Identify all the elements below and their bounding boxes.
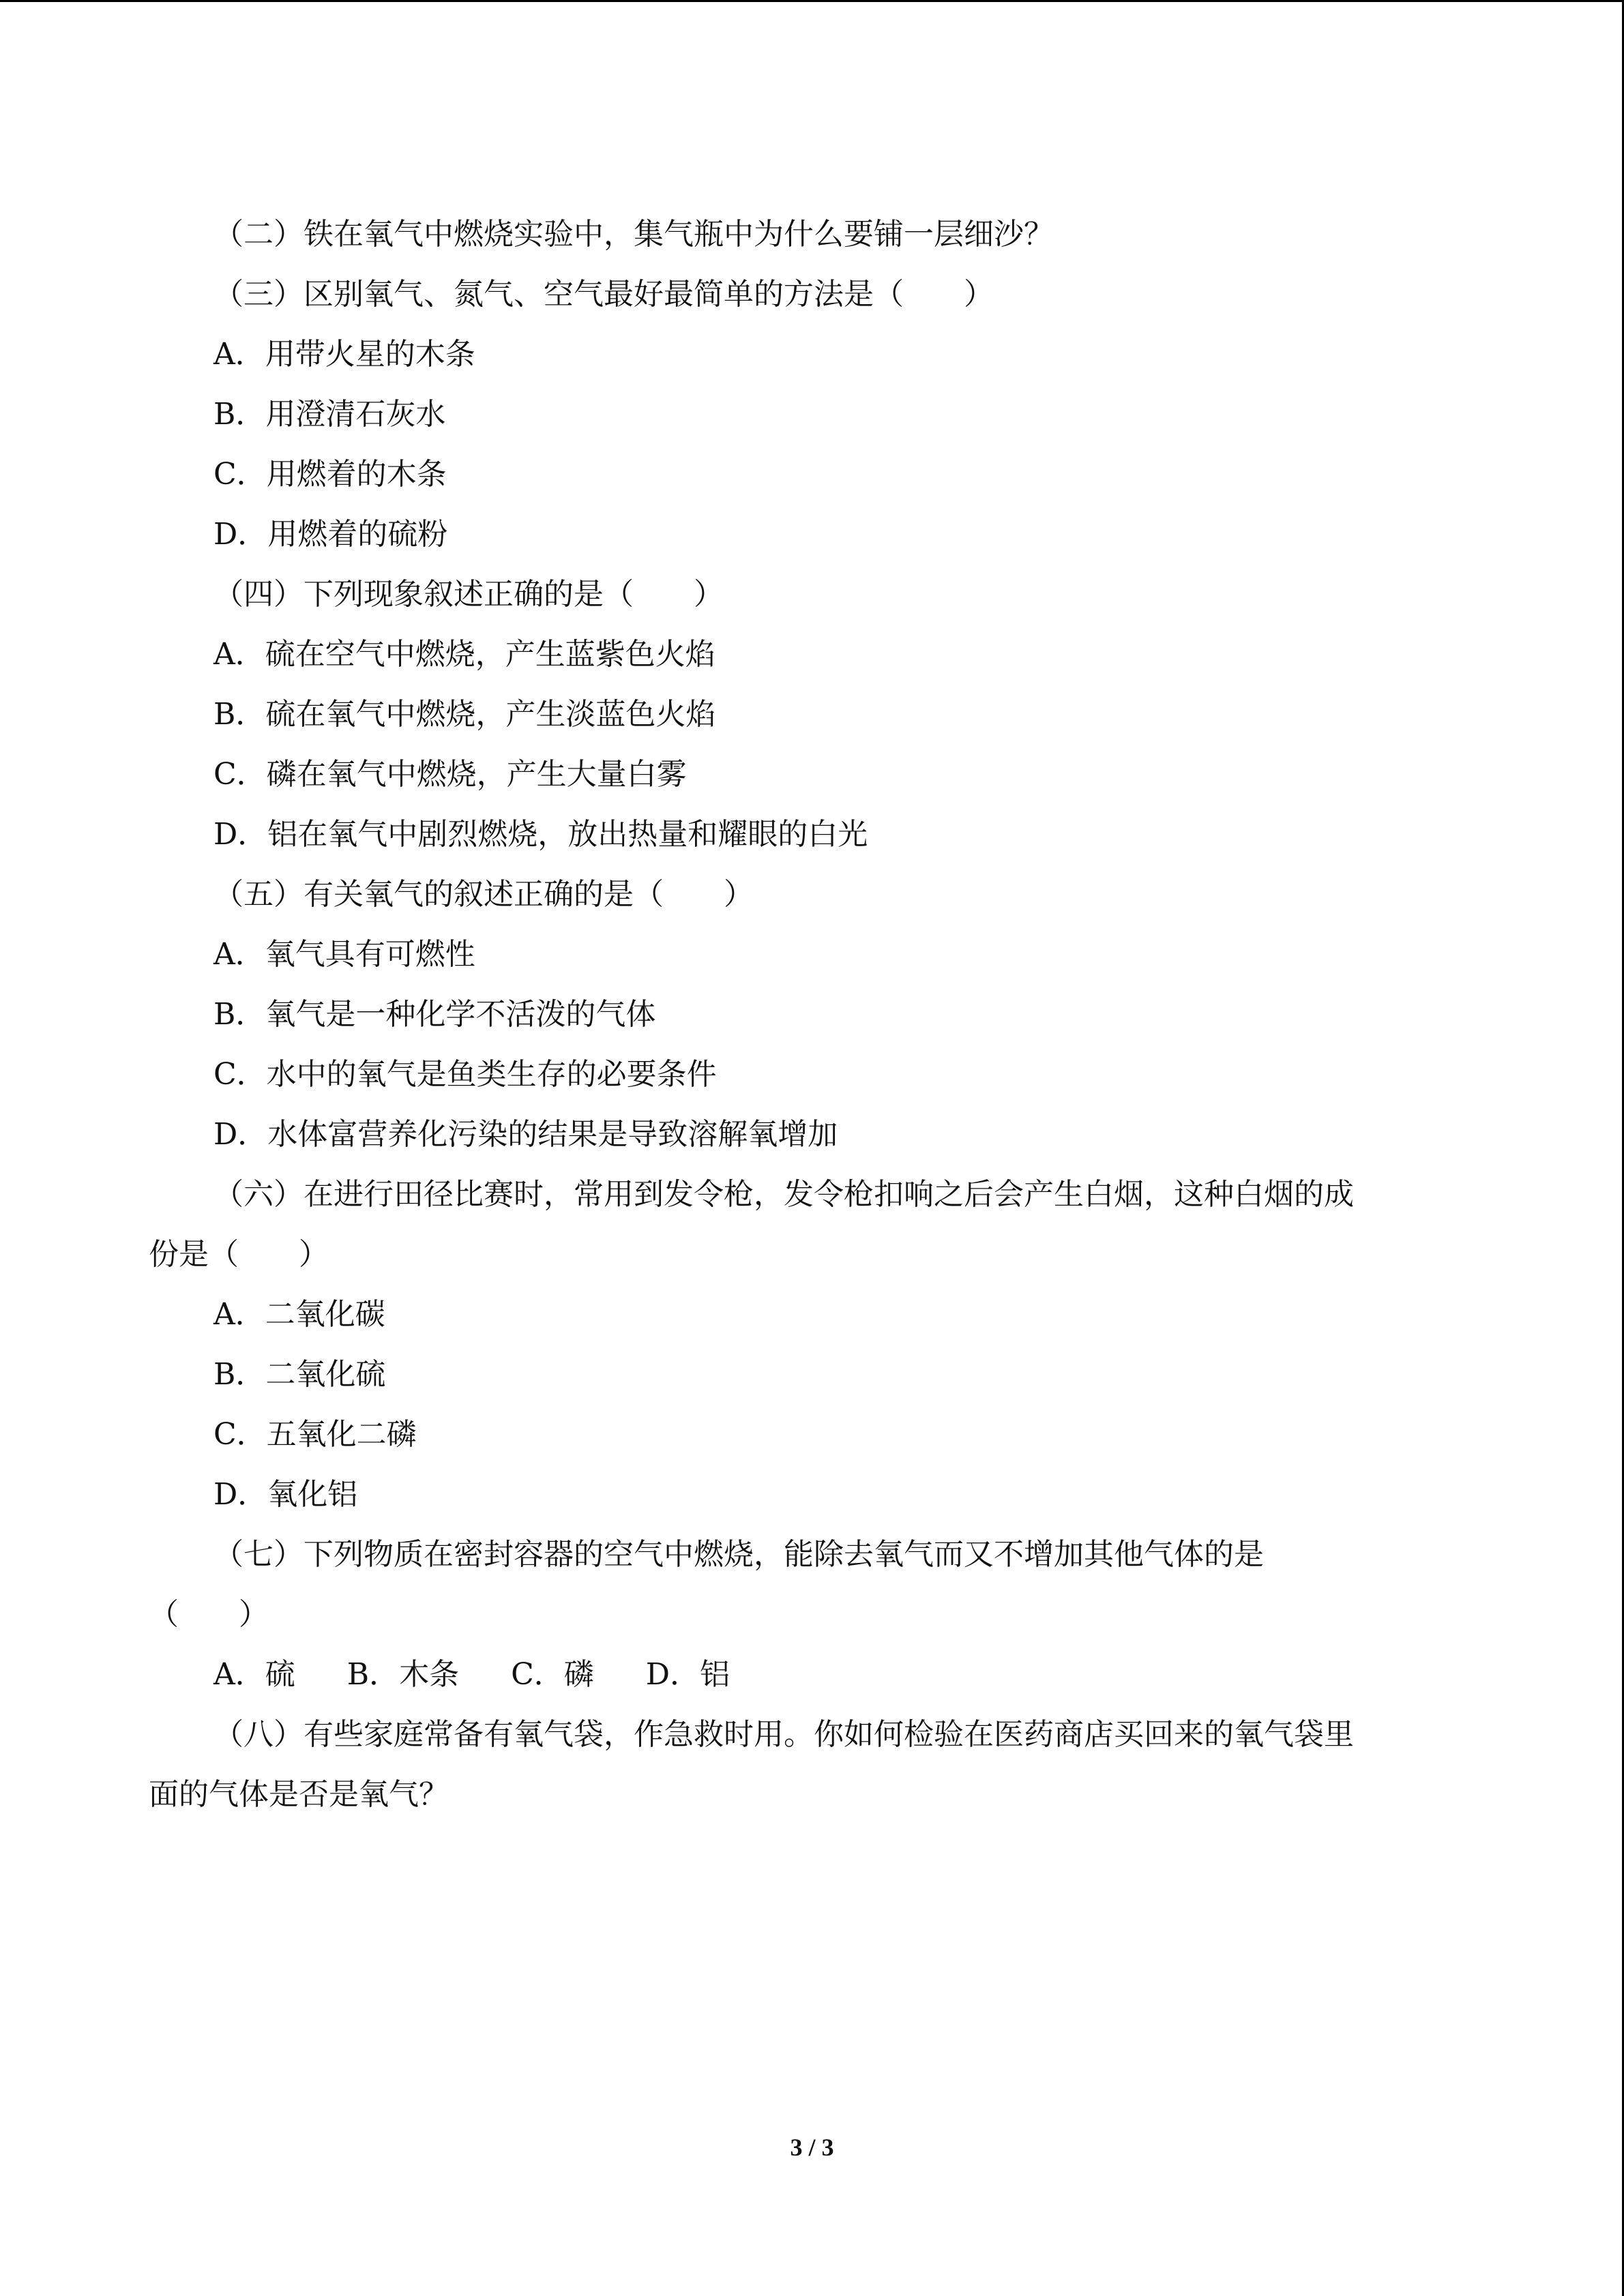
question-8-line-2: 面的气体是否是氧气？ [149, 1777, 449, 1812]
question-6-option-b: B．二氧化硫 [213, 1357, 386, 1392]
page-number: 3 / 3 [790, 2134, 834, 2161]
question-4-option-d: D．铝在氧气中剧烈燃烧，放出热量和耀眼的白光 [213, 817, 868, 852]
question-6-option-a: A．二氧化碳 [213, 1297, 385, 1332]
question-5-option-d: D．水体富营养化污染的结果是导致溶解氧增加 [213, 1117, 838, 1152]
question-3-option-c: C．用燃着的木条 [213, 457, 447, 492]
question-7-option-b: B．木条 [346, 1657, 460, 1692]
top-border-line [0, 0, 1624, 2]
question-7-option-c: C．磷 [511, 1657, 594, 1692]
question-6-stem-line-2: 份是（ ） [149, 1237, 329, 1272]
document-body [149, 205, 1465, 1825]
question-7-stem-line-1: （七）下列物质在密封容器的空气中燃烧，能除去氧气而又不增加其他气体的是 [213, 1537, 1264, 1572]
question-7-stem-line-2: （ ） [149, 1597, 269, 1632]
question-5-stem: （五）有关氧气的叙述正确的是（ ） [213, 877, 754, 912]
question-3-option-d: D．用燃着的硫粉 [213, 517, 448, 552]
question-6-option-c: C．五氧化二磷 [213, 1417, 417, 1452]
question-4-option-c: C．磷在氧气中燃烧，产生大量白雾 [213, 757, 687, 792]
question-7-options [149, 1645, 1465, 1705]
question-8-line-1: （八）有些家庭常备有氧气袋，作急救时用。你如何检验在医药商店买回来的氧气袋里 [213, 1717, 1354, 1752]
question-6-stem-line-1: （六）在进行田径比赛时，常用到发令枪，发令枪扣响之后会产生白烟，这种白烟的成 [213, 1177, 1354, 1212]
question-3-option-b: B．用澄清石灰水 [213, 397, 446, 432]
question-4-option-a: A．硫在空气中燃烧，产生蓝紫色火焰 [213, 637, 715, 672]
question-5-option-b: B．氧气是一种化学不活泼的气体 [213, 997, 656, 1032]
question-4-option-b: B．硫在氧气中燃烧，产生淡蓝色火焰 [213, 697, 716, 732]
question-3-option-a: A．用带火星的木条 [213, 337, 475, 372]
question-4-stem: （四）下列现象叙述正确的是（ ） [213, 577, 724, 612]
question-2: （二）铁在氧气中燃烧实验中，集气瓶中为什么要铺一层细沙？ [213, 217, 1054, 252]
question-7-option-a: A．硫 [213, 1657, 295, 1692]
question-7-option-d: D．铝 [645, 1657, 730, 1692]
question-5-option-c: C．水中的氧气是鱼类生存的必要条件 [213, 1057, 717, 1092]
question-5-option-a: A．氧气具有可燃性 [213, 937, 475, 972]
question-6-option-d: D．氧化铝 [213, 1477, 358, 1512]
question-3-stem: （三）区别氧气、氮气、空气最好最简单的方法是（ ） [213, 277, 994, 312]
